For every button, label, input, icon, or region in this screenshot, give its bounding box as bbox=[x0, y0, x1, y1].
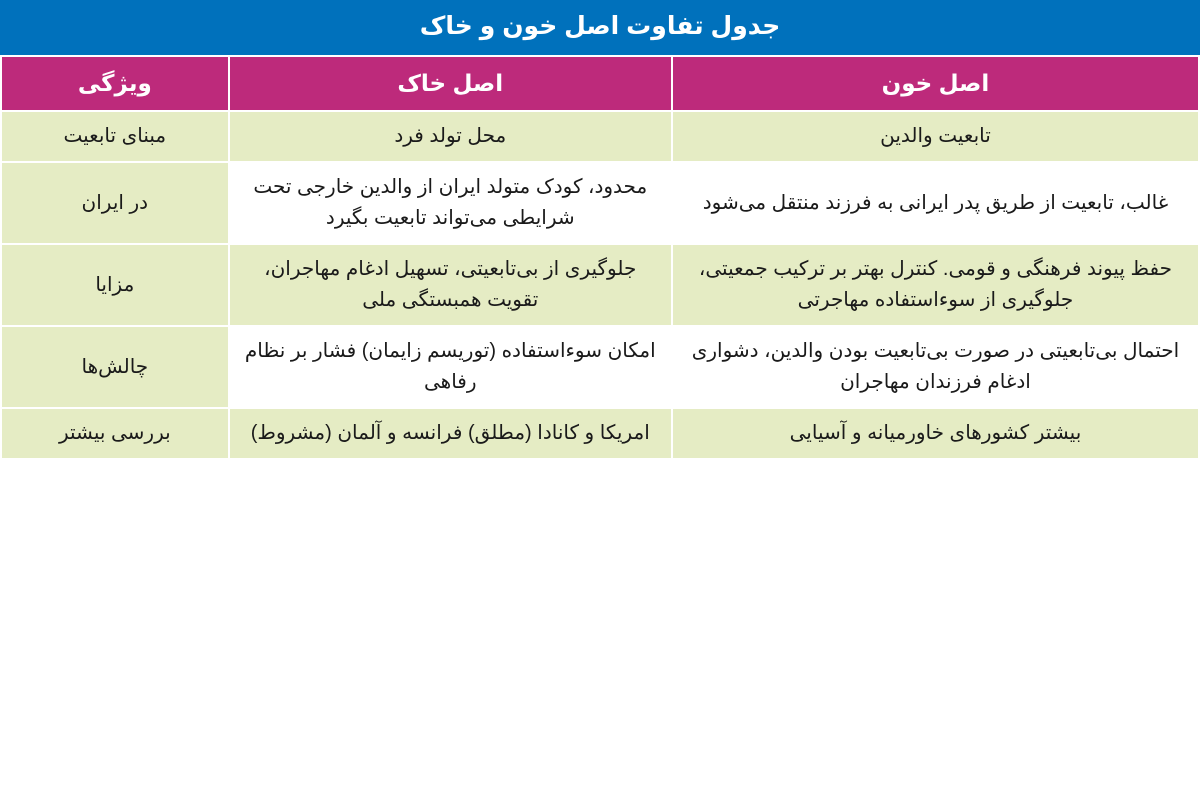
table-header bbox=[1, 56, 1199, 112]
cell-soil: محل تولد فرد bbox=[229, 111, 672, 162]
cell-blood: بیشتر کشورهای خاورمیانه و آسیایی bbox=[672, 408, 1199, 459]
cell-feature: مزایا bbox=[1, 244, 229, 326]
table-header-row bbox=[1, 56, 1199, 112]
cell-feature: مبنای تابعیت bbox=[1, 111, 229, 162]
page-title: جدول تفاوت اصل خون و خاک bbox=[0, 0, 1200, 55]
table-row bbox=[1, 162, 1199, 244]
table-row bbox=[1, 326, 1199, 408]
cell-feature: در ایران bbox=[1, 162, 229, 244]
column-header-soil: اصل خاک bbox=[229, 56, 672, 112]
cell-blood: تابعیت والدین bbox=[672, 111, 1199, 162]
cell-feature: چالش‌ها bbox=[1, 326, 229, 408]
column-header-feature: ویژگی bbox=[1, 56, 229, 112]
cell-blood: حفظ پیوند فرهنگی و قومی. کنترل بهتر بر ترکیب جمعیتی، جلوگیری از سوءاستفاده مهاجرتی bbox=[672, 244, 1199, 326]
cell-soil: محدود، کودک متولد ایران از والدین خارجی تحت شرایطی می‌تواند تابعیت بگیرد bbox=[229, 162, 672, 244]
table-row bbox=[1, 111, 1199, 162]
cell-soil: امریکا و کانادا (مطلق) فرانسه و آلمان (مشروط) bbox=[229, 408, 672, 459]
cell-soil: جلوگیری از بی‌تابعیتی، تسهیل ادغام مهاجران، تقویت همبستگی ملی bbox=[229, 244, 672, 326]
table-row bbox=[1, 408, 1199, 459]
cell-soil: امکان سوءاستفاده (توریسم زایمان) فشار بر نظام رفاهی bbox=[229, 326, 672, 408]
table-row bbox=[1, 244, 1199, 326]
cell-feature: بررسی بیشتر bbox=[1, 408, 229, 459]
column-header-blood: اصل خون bbox=[672, 56, 1199, 112]
cell-blood: غالب، تابعیت از طریق پدر ایرانی به فرزند منتقل می‌شود bbox=[672, 162, 1199, 244]
cell-blood: احتمال بی‌تابعیتی در صورت بی‌تابعیت بودن والدین، دشواری ادغام فرزندان مهاجران bbox=[672, 326, 1199, 408]
table-body bbox=[1, 111, 1199, 459]
